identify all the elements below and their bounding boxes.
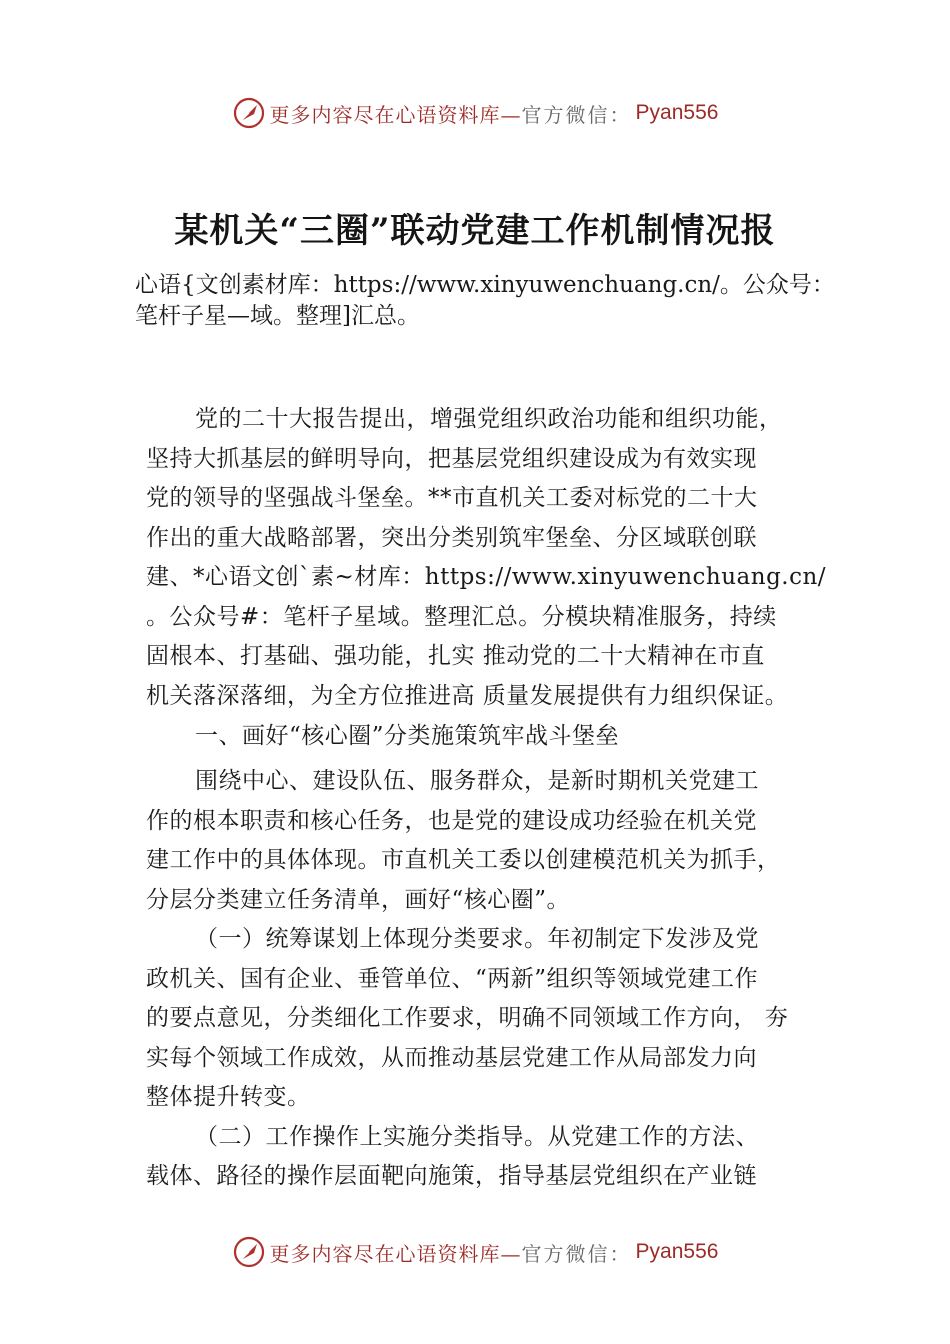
- watermark-text: 更多内容尽在心语资料库—: [269, 102, 522, 127]
- watermark-banner-bottom: [0, 1232, 950, 1272]
- watermark-text: 更多内容尽在心语资料库—: [269, 1241, 522, 1266]
- body-line: 围绕中心、建设队伍、服务群众，是新时期机关党建工: [195, 768, 759, 794]
- source-line: 心语{文创素材库：https://www.xinyuwenchuang.cn/。公众号：: [135, 272, 835, 298]
- source-note: [135, 270, 855, 332]
- body-line: 作的根本职责和核心任务，也是党的建设成功经验在机关党: [146, 808, 757, 834]
- body-line: 分层分类建立任务清单，画好“核心圈”。: [146, 887, 571, 913]
- body-line: 。公众号#：笔杆子星域。整理汇总。分模块精准服务，持续: [146, 604, 777, 630]
- body-line: 政机关、国有企业、垂管单位、“两新”组织等领域党建工作: [146, 966, 759, 992]
- body-line: 的要点意见，分类细化工作要求，明确不同领域工作方向， 夯: [146, 1005, 789, 1031]
- document-title: 某机关“三圈”联动党建工作机制情况报: [174, 211, 776, 251]
- subsection-line: （一）统筹谋划上体现分类要求。年初制定下发涉及党: [195, 926, 759, 952]
- subsection-line: （二）工作操作上实施分类指导。从党建工作的方法、: [195, 1124, 759, 1150]
- section-heading: 一、画好“核心圈”分类施策筑牢战斗堡垒: [195, 723, 620, 749]
- quill-logo-icon: [232, 1235, 266, 1269]
- body-line: 机关落深落细，为全方位推进高 质量发展提供有力组织保证。: [146, 683, 789, 709]
- body-line: 建工作中的具体体现。市直机关工委以创建模范机关为抓手，: [146, 847, 781, 873]
- body-line: 党的领导的坚强战斗堡垒。**市直机关工委对标党的二十大: [146, 485, 758, 511]
- source-line: 笔杆子星—域。整理]汇总。: [135, 303, 420, 329]
- body-line: 作出的重大战略部署，突出分类别筑牢堡垒、分区域联创联: [146, 525, 757, 551]
- watermark-wechat-label: 官方微信：: [521, 102, 632, 127]
- body-line: 党的二十大报告提出，增强党组织政治功能和组织功能，: [195, 406, 783, 432]
- watermark-wechat-label: 官方微信：: [521, 1241, 632, 1266]
- body-line: 固根本、打基础、强功能，扎实 推动党的二十大精神在市直: [146, 643, 765, 669]
- body-line: 实每个领域工作成效，从而推动基层党建工作从局部发力向: [146, 1045, 757, 1071]
- quill-logo-icon: [232, 96, 266, 130]
- body-line: 坚持大抓基层的鲜明导向，把基层党组织建设成为有效实现: [146, 446, 757, 472]
- watermark-wechat-id: Pyan556: [635, 101, 719, 124]
- body-line: 载体、路径的操作层面靶向施策，指导基层党组织在产业链: [146, 1163, 757, 1189]
- body-line: 建、*心语文创`素~材库：https://www.xinyuwenchuang.cn/: [146, 564, 827, 590]
- watermark-wechat-id: Pyan556: [635, 1240, 719, 1263]
- watermark-banner-top: [0, 93, 950, 133]
- body-line: 整体提升转变。: [146, 1084, 311, 1110]
